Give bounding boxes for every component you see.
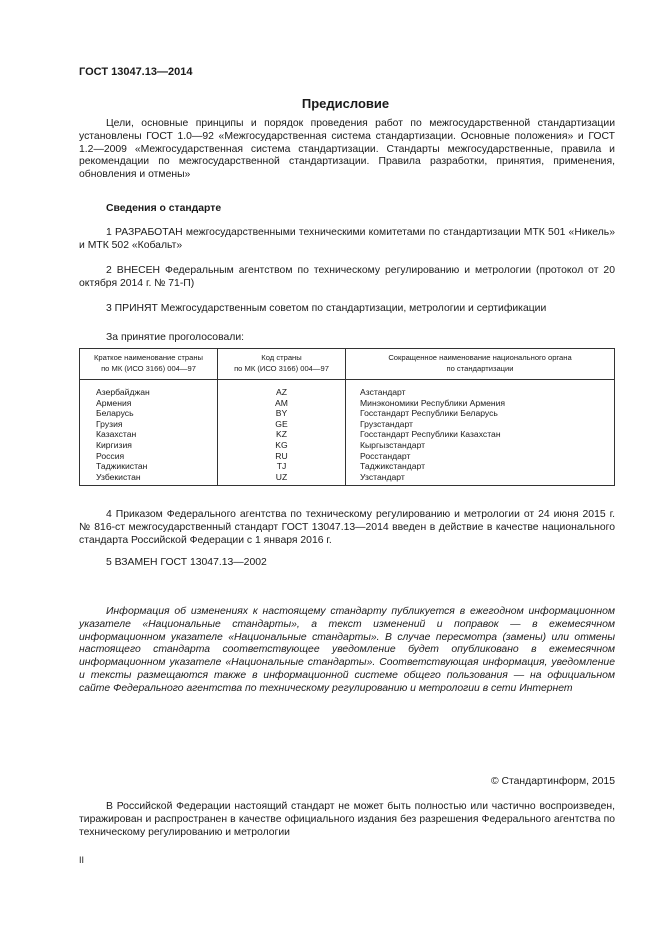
header-country-code: Код страны по МК (ИСО 3166) 004—97 — [218, 349, 346, 380]
vote-caption: За принятие проголосовали: — [106, 332, 245, 343]
document-code-header: ГОСТ 13047.13—2014 — [79, 66, 193, 78]
vote-table — [79, 348, 615, 486]
item-adopted-text: 3 ПРИНЯТ Межгосударственным советом по стандартизации, метрологии и сертификации — [106, 303, 547, 314]
table-row: Таджикистан TJ Таджикстандарт — [80, 461, 615, 472]
item-introduced — [79, 265, 615, 291]
reproduction-notice-text: В Российской Федерации настоящий стандарт не может быть полностью или частично воспроизведен, тиражирован и распространен в качестве официального издания без разрешения Федерального агентства по техническому регулированию и метрологии — [79, 801, 615, 838]
item-order-text: 4 Приказом Федерального агентства по техническому регулированию и метрологии от 24 июня 2015 г. № 816-ст межгосударственный стандарт ГОСТ 13047.13—2014 введен в действие в качестве национального стандарта Российской Федерации с 1 января 2016 г. — [79, 509, 615, 546]
table-row: Беларусь BY Госстандарт Республики Беларусь — [80, 408, 615, 419]
changes-info-paragraph — [79, 606, 615, 696]
item-introduced-text: 2 ВНЕСЕН Федеральным агентством по техническому регулированию и метрологии (протокол от 20 октября 2014 г. № 71-П) — [79, 265, 615, 289]
item-adopted — [79, 303, 615, 316]
item-replaces — [79, 557, 615, 570]
table-row: Грузия GE Грузстандарт — [80, 419, 615, 430]
intro-text: Цели, основные принципы и порядок проведения работ по межгосударственной стандартизации установлены ГОСТ 1.0—92 «Межгосударственная система стандартизации. Основные положения» и ГОСТ 1.2—2009 «Межгосударственная система стандартизации. Стандарты межгосударственные, правила и рекомендации по межгосударственной стандартизации. Правила разработки, принятия, применения, обновления и отмены» — [79, 118, 615, 181]
page-number: II — [79, 855, 85, 865]
reproduction-notice-paragraph — [79, 801, 615, 839]
header-country-name: Краткое наименование страны по МК (ИСО 3166) 004—97 — [80, 349, 218, 380]
vote-table-header-row — [80, 349, 615, 380]
item-order — [79, 509, 615, 547]
table-row: Россия RU Росстандарт — [80, 451, 615, 462]
intro-paragraph — [79, 118, 615, 182]
table-row: Узбекистан UZ Узстандарт — [80, 472, 615, 486]
table-row: Азербайджан AZ Азстандарт — [80, 380, 615, 398]
standard-info-heading: Сведения о стандарте — [106, 203, 222, 214]
header-national-body: Сокращенное наименование национального органа по стандартизации — [346, 349, 615, 380]
item-replaces-text: 5 ВЗАМЕН ГОСТ 13047.13—2002 — [106, 557, 267, 568]
item-developed — [79, 227, 615, 253]
table-row: Казахстан KZ Госстандарт Республики Казахстан — [80, 429, 615, 440]
changes-info-text: Информация об изменениях к настоящему стандарту публикуется в ежегодном информационном указателе «Национальные стандарты», а текст изменений и поправок — в ежемесячном информационном указателе «Национальные стандарты». В случае пересмотра (замены) или отмены настоящего стандарта соответствующее уведомление будет опубликовано в ежемесячном информационном указателе «Национальные стандарты». Соответствующая информация, уведомление и тексты размещаются также в информационной системе общего пользования — на официальном сайте Федерального агентства по техническому регулированию и метрологии в сети Интернет — [79, 606, 615, 694]
item-developed-text: 1 РАЗРАБОТАН межгосударственными техническими комитетами по стандартизации МТК 501 «Никель» и МТК 502 «Кобальт» — [79, 227, 615, 251]
page-title: Предисловие — [301, 96, 390, 111]
table-row: Армения AM Минэкономики Республики Армения — [80, 398, 615, 409]
table-row: Киргизия KG Кыргызстандарт — [80, 440, 615, 451]
copyright: © Стандартинформ, 2015 — [490, 776, 615, 787]
